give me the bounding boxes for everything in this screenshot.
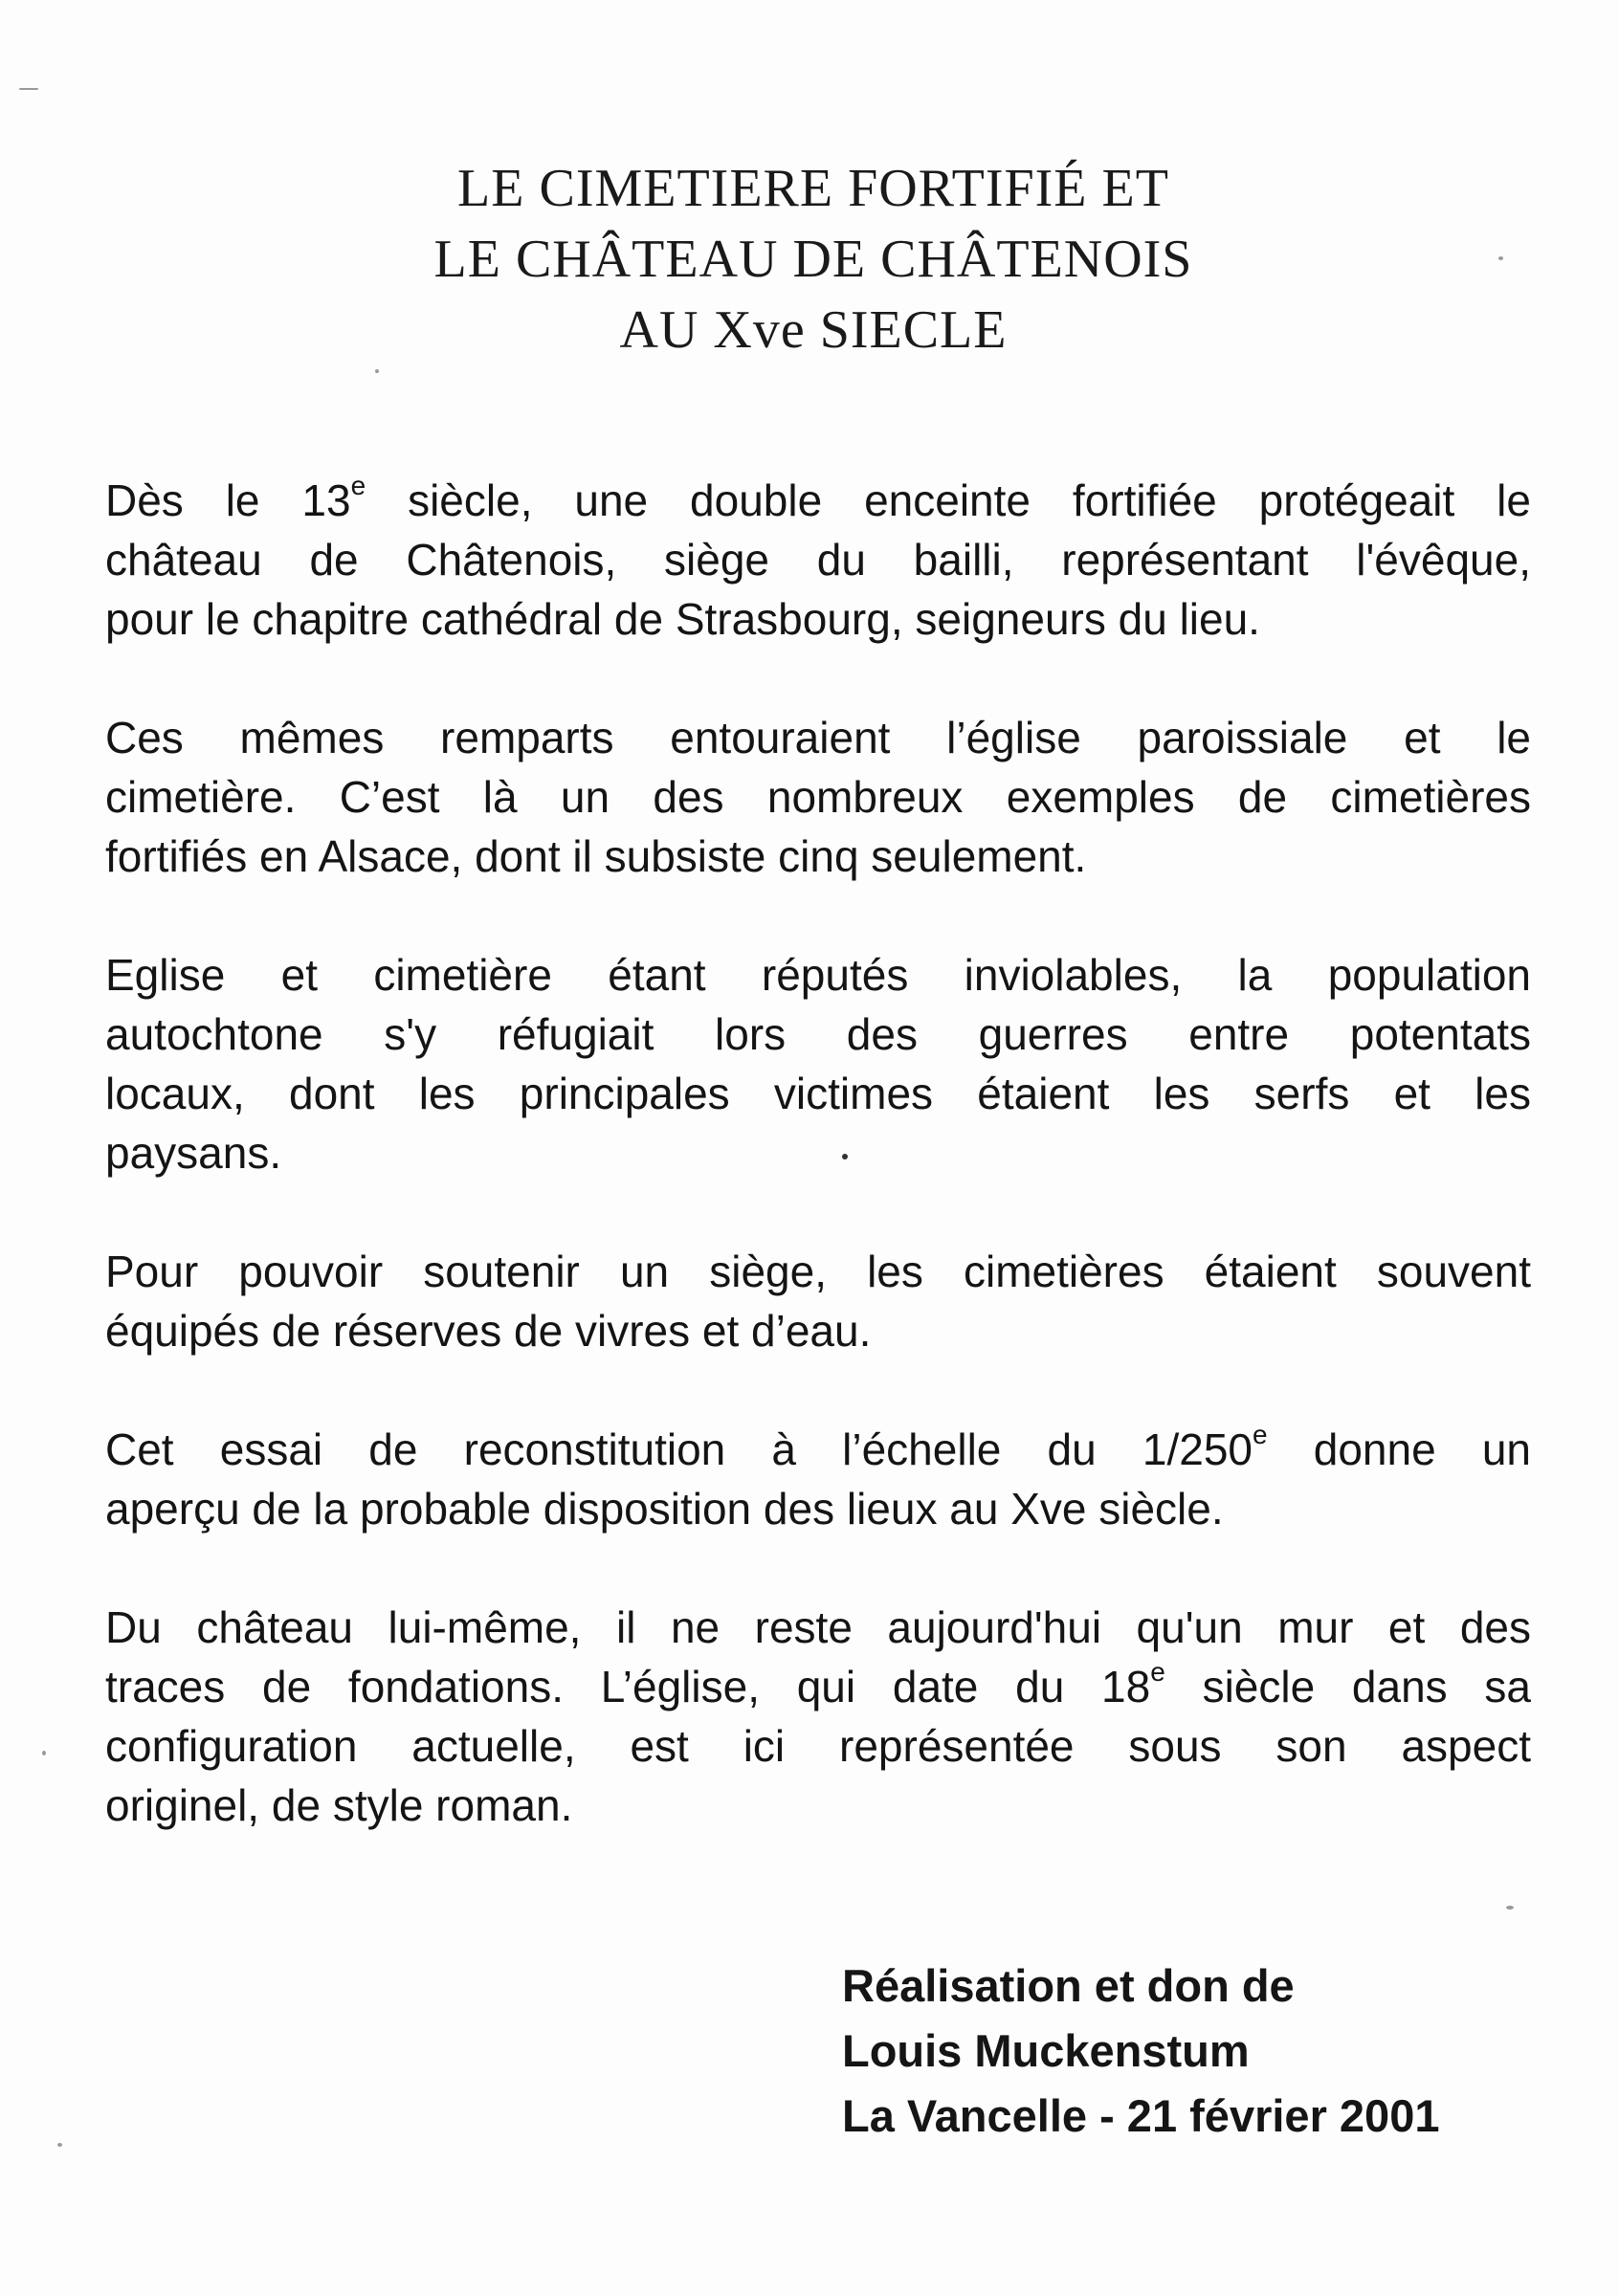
paragraph-2 (105, 708, 1531, 886)
paragraph-4 (105, 1242, 1531, 1360)
paragraph-line: cimetière. C’est là un des nombreux exemples de cimetières (105, 772, 1531, 822)
paragraph-line: locaux, dont les principales victimes étaient les serfs et les (105, 1069, 1531, 1118)
scan-speck (57, 2143, 62, 2147)
scan-speck (375, 369, 379, 373)
paragraph-line: Pour pouvoir soutenir un siège, les cimetières étaient souvent (105, 1247, 1531, 1296)
paragraph-line: autochtone s'y réfugiait lors des guerres entre potentats (105, 1009, 1531, 1059)
scan-speck (1506, 1906, 1514, 1910)
paragraph-line: paysans. (105, 1128, 282, 1178)
scan-speck (842, 1154, 848, 1159)
paragraph-line: Dès le 13e siècle, une double enceinte fortifiée protégeait le (105, 471, 1531, 525)
paragraph-line: fortifiés en Alsace, dont il subsiste cinq seulement. (105, 831, 1087, 881)
scan-speck (19, 88, 38, 90)
paragraph-6 (105, 1598, 1531, 1835)
signature-line-1: Réalisation et don de (842, 1960, 1295, 2011)
scan-speck (1498, 256, 1503, 260)
paragraph-line: Du château lui-même, il ne reste aujourd'hui qu'un mur et des (105, 1602, 1531, 1652)
paragraph-line: Eglise et cimetière étant réputés inviolables, la population (105, 950, 1531, 1000)
paragraph-line: Cet essai de reconstitution à l’échelle du 1/250e donne un (105, 1420, 1531, 1474)
signature-line-2: Louis Muckenstum (842, 2025, 1250, 2076)
paragraph-line: équipés de réserves de vivres et d’eau. (105, 1306, 872, 1356)
signature-line-3: La Vancelle - 21 février 2001 (842, 2090, 1440, 2141)
paragraph-line: aperçu de la probable disposition des lieux au Xve siècle. (105, 1484, 1224, 1534)
document-title (287, 153, 1340, 365)
paragraph-1 (105, 471, 1531, 649)
paragraph-3 (105, 945, 1531, 1182)
paragraph-line: traces de fondations. L’église, qui date du 18e siècle dans sa (105, 1657, 1532, 1711)
signature-block (842, 1954, 1531, 2149)
title-line-1: LE CIMETIERE FORTIFIÉ ET (457, 159, 1169, 218)
title-line-2: LE CHÂTEAU DE CHÂTENOIS (433, 230, 1193, 289)
paragraph-5 (105, 1420, 1531, 1538)
paragraph-line: configuration actuelle, est ici représentée sous son aspect (105, 1721, 1531, 1771)
paragraph-line: originel, de style roman. (105, 1780, 573, 1830)
document-body (105, 471, 1531, 1835)
scan-speck (42, 1751, 46, 1755)
paragraph-line: pour le chapitre cathédral de Strasbourg, seigneurs du lieu. (105, 594, 1260, 644)
title-line-3: AU Xve SIECLE (619, 300, 1008, 360)
paragraph-line: Ces mêmes remparts entouraient l’église paroissiale et le (105, 713, 1531, 762)
paragraph-line: château de Châtenois, siège du bailli, représentant l'évêque, (105, 535, 1531, 585)
